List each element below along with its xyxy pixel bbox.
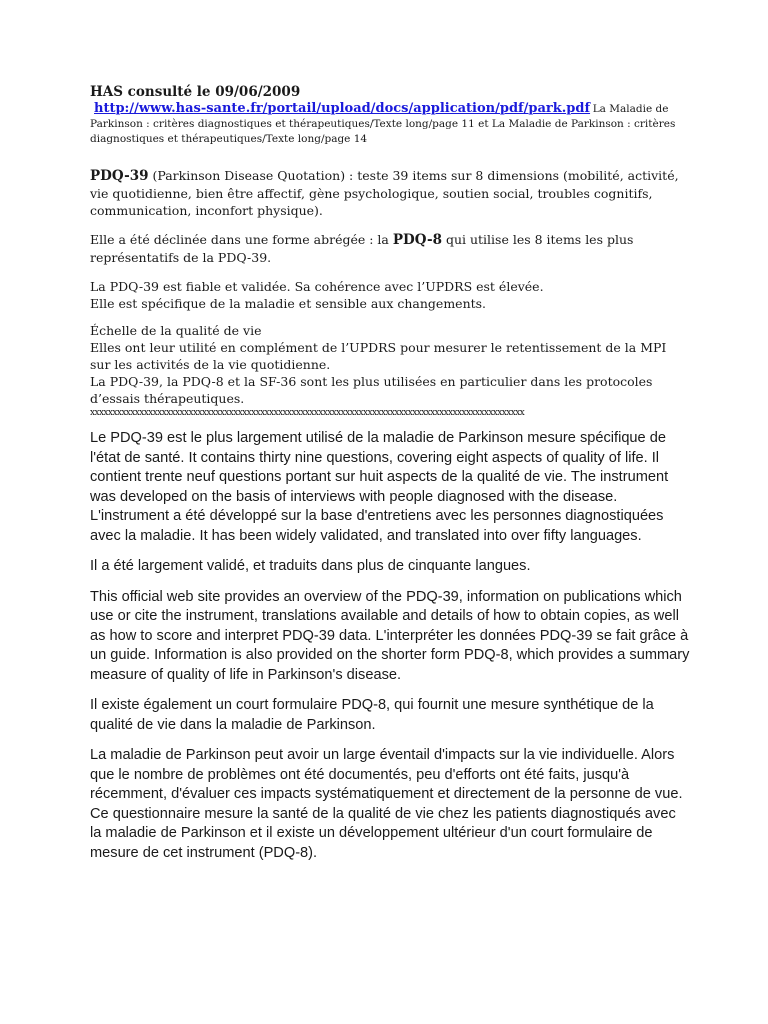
pdq39-term: PDQ-39: [90, 168, 149, 184]
scale-title: Échelle de la qualité de vie: [90, 323, 262, 338]
short-form-text-before: Elle a été déclinée dans une forme abrégée : la: [90, 232, 393, 247]
pdq39-description: (Parkinson Disease Quotation) : teste 39 items sur 8 dimensions (mobilité, activité, vie quotidienne, bien être affectif, gène psychologique, soutien social, troubles cognitifs, communication, inconfort physique).: [90, 168, 679, 218]
reliability-line-1: La PDQ-39 est fiable et validée. Sa cohérence avec l’UPDRS est élevée.: [90, 279, 544, 294]
paragraph-pdq39-overview: Le PDQ-39 est le plus largement utilisé de la maladie de Parkinson mesure spécifique de l'état de santé. It contains thirty nine questions, covering eight aspects of quality of life. Il contient trente neuf questions portant sur huit aspects de la qualité de vie. The instrument was developed on the basis of interviews with people diagnosed with the disease. L'instrument a été développé sur la base d'entretiens avec les personnes diagnostiquées avec la maladie. It has been widely validated, and translated into over fifty languages.: [90, 430, 669, 544]
scale-line-2: La PDQ-39, la PDQ-8 et la SF-36 sont les plus utilisées en particulier dans les protocoles d’essais thérapeutiques.: [90, 374, 653, 406]
document-page: [90, 84, 690, 863]
scale-line-1: Elles ont leur utilité en complément de l’UPDRS pour mesurer le retentissement de la MPI sur les activités de la vie quotidienne.: [90, 340, 667, 372]
source-link[interactable]: http://www.has-sante.fr/portail/upload/docs/application/pdf/park.pdf: [94, 101, 591, 116]
short-form-text-after: qui utilise les 8 items les plus représentatifs de la PDQ-39.: [90, 232, 634, 265]
pdq8-term: PDQ-8: [392, 232, 442, 248]
source-references: La Maladie de Parkinson : critères diagnostiques et thérapeutiques/Texte long/page 11 et La Maladie de Parkinson : critères diagnostiques et thérapeutiques/Texte long/page 14: [90, 103, 676, 145]
source-block: [90, 101, 690, 147]
short-form-paragraph: [90, 231, 690, 266]
separator-line: xxxxxxxxxxxxxxxxxxxxxxxxxxxxxxxxxxxxxxxxxxxxxxxxxxxxxxxxxxxxxxxxxxxxxxxxxxxxxxxxxxxxxxxxxxxxxxxxx: [90, 408, 525, 418]
source-heading: HAS consulté le 09/06/2009: [90, 84, 301, 100]
paragraph-pdq8: Il existe également un court formulaire PDQ-8, qui fournit une mesure synthétique de la qualité de vie dans la maladie de Parkinson.: [90, 697, 654, 733]
paragraph-website: This official web site provides an overview of the PDQ-39, information on publications which use or cite the instrument, translations available and details of how to obtain copies, as well as how to score and interpret PDQ-39 data. L'interpréter les données PDQ-39 se fait grâce à un guide. Information is also provided on the shorter form PDQ-8, which provides a summary measure of quality of life in Parkinson's disease.: [90, 588, 690, 683]
paragraph-impacts: La maladie de Parkinson peut avoir un large éventail d'impacts sur la vie individuelle. Alors que le nombre de problèmes ont été documentés, peu d'efforts ont été faits, jusqu'à récemment, d'évaluer ces impacts systématiquement et directement de la personne de vue. Ce questionnaire mesure la santé de la qualité de vie chez les patients diagnostiqués avec la maladie de Parkinson et il existe un développement ultérieur d'un court formulaire de mesure de cet instrument (PDQ-8).: [90, 747, 683, 861]
paragraph-validation: Il a été largement validé, et traduits dans plus de cinquante langues.: [90, 558, 531, 574]
reliability-line-2: Elle est spécifique de la maladie et sensible aux changements.: [90, 296, 487, 311]
pdq39-definition: [90, 167, 690, 219]
